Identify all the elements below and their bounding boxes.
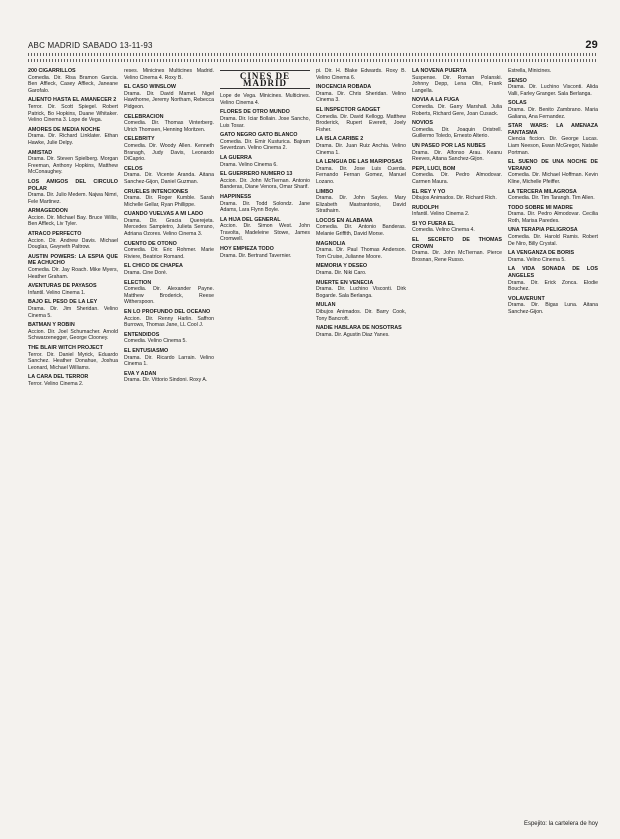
- film-details: Suspense. Dir. Roman Polanski. Johnny Depp, Lena Olin, Frank Langella.: [412, 74, 502, 94]
- listing-entry: [508, 296, 598, 316]
- listing-entry: [316, 325, 406, 338]
- listing-entry: [28, 179, 118, 205]
- film-details: Drama. Dir. Bertrand Tavernier.: [220, 252, 292, 259]
- film-title: AMISTAD: [28, 149, 53, 156]
- listing-entry: [124, 84, 214, 110]
- film-details: Drama. Dir. Todd Solondz. Jane Adams, Lara Flynn Boyle.: [220, 200, 310, 214]
- film-title: EL ENTUSIASMO: [124, 347, 169, 354]
- film-title: EN LO PROFUNDO DEL OCEANO: [124, 309, 211, 315]
- film-title: CUANDO VUELVAS A MI LADO: [124, 211, 204, 218]
- film-details: Comedia. Dir. Harold Ramis. Robert De Niro, Billy Crystal.: [508, 234, 598, 247]
- film-details: Comedia. Dir. Antonio Banderas. Melanie Griffith, David Morse.: [316, 224, 406, 238]
- film-title: HAPPINESS: [220, 193, 252, 200]
- film-title: LA LENGUA DE LAS MARIPOSAS: [316, 159, 403, 166]
- listing-entry: [124, 332, 214, 345]
- film-title: LOS AMIGOS DEL CIRCULO POLAR: [28, 178, 118, 192]
- listing-entry: [316, 107, 406, 133]
- film-title: EL CHICO DE CHAPEA: [124, 263, 183, 270]
- film-title: INOCENCIA ROBADA: [316, 84, 372, 91]
- listing-entry: [124, 136, 214, 162]
- listing-entry: [28, 374, 118, 387]
- column-4: [316, 68, 406, 815]
- film-title: AVENTURAS DE PAYASOS: [28, 283, 97, 290]
- film-details: Drama. Dir. Julio Medem. Najwa Nimri, Fele Martinez.: [28, 192, 118, 205]
- film-title: NADIE HABLARA DE NOSOTRAS: [316, 325, 402, 332]
- listing-entry: [412, 143, 502, 163]
- film-title: EL GUERRERO NUMERO 13: [220, 171, 293, 178]
- film-details: Drama. Dir. Steven Spielberg. Morgan Freeman, Anthony Hopkins, Matthew McConaughey.: [28, 156, 118, 176]
- film-title: LA NOVENA PUERTA: [412, 68, 467, 74]
- publication-date: ABC MADRID SABADO 13-11-93: [28, 40, 153, 50]
- film-title: UNA TERAPIA PELIGROSA: [508, 227, 578, 234]
- film-details: Comedia. Dir. Thomas Vinterberg. Ulrich Thomsen, Henning Moritzen.: [124, 120, 214, 133]
- film-details: Comedia. Dir. Eric Rohmer. Marie Riviere, Beatrice Romand.: [124, 247, 214, 260]
- film-details: Dibujos Animados. Dir. Barry Cook, Tony Bancroft.: [316, 309, 406, 322]
- film-title: CRUELES INTENCIONES: [124, 188, 189, 195]
- listing-entry: [316, 159, 406, 185]
- listing-entry: [124, 114, 214, 134]
- film-title: GATO NEGRO GATO BLANCO: [220, 132, 298, 139]
- film-details: Drama. Dir. Alfonso Arau. Keanu Reeves, Aitana Sanchez-Gijon.: [412, 149, 502, 163]
- film-title: CELOS: [124, 165, 143, 172]
- film-title: MAGNOLIA: [316, 240, 346, 247]
- film-details: Terror. Dir. Daniel Myrick, Eduardo Sanchez. Heather Donahue, Joshua Leonard, Michael Williams.: [28, 351, 118, 371]
- film-details: Comedia. Velino Cinema 4.: [412, 227, 475, 234]
- film-title: EVA Y ADAN: [124, 370, 157, 377]
- listing-entry: [220, 155, 310, 168]
- film-title: ARMAGEDDON: [28, 208, 68, 215]
- film-details: Drama. Dir. Agustin Diaz Yanes.: [316, 331, 390, 338]
- film-title: AMORES DE MEDIA NOCHE: [28, 126, 101, 133]
- film-details: Drama. Dir. Juan Ruiz Anchia. Velino Cinema 1.: [316, 142, 406, 156]
- film-title: LA CARA DEL TERROR: [28, 374, 89, 381]
- film-details: Drama. Dir. Luchino Visconti. Dirk Bogarde. Sala Berlanga.: [316, 286, 406, 299]
- film-details: Drama. Velino Cinema 6.: [220, 161, 278, 168]
- listing-entry: [316, 189, 406, 215]
- film-details: Comedia. Dir. Woody Allen. Kenneth Branagh, Judy Davis, Leonardo DiCaprio.: [124, 142, 214, 163]
- page-header: [28, 38, 598, 52]
- listing-entry: [124, 68, 214, 81]
- column-2: [124, 68, 214, 815]
- film-title: UN PASEO POR LAS NUBES: [412, 142, 486, 149]
- film-title: VOLAVERUNT: [508, 295, 545, 302]
- listing-entry: [220, 171, 310, 191]
- listing-entry: [28, 97, 118, 123]
- film-details: Drama. Dir. John McTiernan. Pierce Brosnan, Rene Russo.: [412, 250, 502, 263]
- listing-entry: [124, 280, 214, 306]
- column-1: [28, 68, 118, 815]
- film-details: Drama. Dir. Iciar Bollain. Jose Sancho, Luis Tosar.: [220, 115, 310, 129]
- listing-entry: [316, 218, 406, 238]
- listing-entry: [508, 227, 598, 247]
- film-details: Comedia. Dir. Pedro Almodovar. Carmen Maura.: [412, 172, 502, 185]
- film-details: Comedia. Dir. Emir Kusturica. Bajram Severdzan. Velino Cinema 2.: [220, 138, 310, 152]
- film-details: Infantil. Velino Cinema 2.: [412, 211, 470, 218]
- film-details: Comedia. Velino Cinema 5.: [124, 338, 187, 345]
- film-details: Accion. Dir. Michael Bay. Bruce Willis, Ben Affleck, Liv Tyler.: [28, 214, 118, 228]
- film-details: Estrella, Minicines.: [508, 68, 552, 74]
- page-footer: [28, 821, 598, 829]
- listing-entry: [316, 263, 406, 276]
- film-details: Ciencia ficcion. Dir. George Lucas. Liam Neeson, Ewan McGregor, Natalie Portman.: [508, 136, 598, 156]
- film-details: Terror. Dir. Scott Spiegel. Robert Patrick, Bo Hopkins, Duane Whitaker. Velino Cinema 3. Lope de Vega.: [28, 103, 118, 124]
- film-title: ELECTION: [124, 279, 152, 286]
- listing-entry: [508, 250, 598, 263]
- film-title: THE BLAIR WITCH PROJECT: [28, 344, 103, 351]
- listing-entry: [316, 68, 406, 81]
- film-title: RUDOLPH: [412, 204, 439, 211]
- listing-entry: [220, 217, 310, 243]
- film-details: Comedia. Dir. Alexander Payne. Matthew Broderick, Reese Witherspoon.: [124, 286, 214, 306]
- film-title: LA TERCERA MILAGROSA: [508, 188, 577, 195]
- film-details: pi. Dir. H. Blake Edwards. Roxy B. Velino Cinema 6.: [316, 68, 406, 81]
- listing-entry: [124, 211, 214, 237]
- listing-entry: [124, 263, 214, 276]
- film-title: LA HIJA DEL GENERAL: [220, 216, 281, 223]
- film-details: Drama. Dir. Benito Zambrano. Maria Galiana, Ana Fernandez.: [508, 106, 598, 120]
- film-title: BAJO EL PESO DE LA LEY: [28, 299, 98, 306]
- film-details: Dibujos Animados. Dir. Richard Rich.: [412, 195, 497, 202]
- film-details: Drama. Cine Doré.: [124, 270, 168, 277]
- film-details: Comedia. Dir. Risa Bramon Garcia. Ben Affleck, Casey Affleck, Janeane Garofalo.: [28, 74, 118, 94]
- listing-entry: [316, 302, 406, 322]
- listing-entry: [316, 280, 406, 300]
- film-title: BATMAN Y ROBIN: [28, 322, 75, 329]
- column-5: [412, 68, 502, 815]
- listing-entry: [508, 266, 598, 292]
- listing-entry: [124, 241, 214, 261]
- film-title: LA GUERRA: [220, 154, 252, 161]
- film-title: LIMBO: [316, 188, 334, 195]
- film-title: SENSO: [508, 77, 527, 84]
- section-title: CINES DE MADRID: [220, 70, 310, 89]
- film-title: STAR WARS: LA AMENAZA FANTASMA: [508, 123, 598, 136]
- listing-entry: [412, 237, 502, 263]
- film-details: Drama. Dir. John Sayles. Mary Elizabeth Mastrantonio, David Strathairn.: [316, 195, 406, 215]
- listing-entry: [124, 371, 214, 384]
- listing-entry: [316, 136, 406, 156]
- listing-entry: [28, 150, 118, 176]
- film-title: NOVIA A LA FUGA: [412, 97, 460, 104]
- film-title: MEMORIA Y DESEO: [316, 263, 368, 270]
- film-title: ATRACO PERFECTO: [28, 231, 82, 238]
- film-details: Drama. Dir. Vicente Aranda. Aitana Sanchez-Gijon, Daniel Guzman.: [124, 172, 214, 185]
- listing-entry: [316, 84, 406, 104]
- listing-entry: [28, 254, 118, 280]
- listing-entry: [28, 231, 118, 251]
- film-title: AUSTIN POWERS: LA ESPIA QUE ME ACHUCHO: [28, 253, 118, 267]
- film-details: Drama. Dir. Niki Caro.: [316, 270, 367, 277]
- film-title: LA VIDA SONADA DE LOS ANGELES: [508, 266, 598, 280]
- film-title: CUENTO DE OTONO: [124, 240, 177, 247]
- listing-entry: [220, 109, 310, 129]
- listing-entry: [412, 166, 502, 186]
- film-details: Drama. Dir. Luchino Visconti. Alida Valli, Farley Granger. Sala Berlanga.: [508, 84, 598, 97]
- film-details: Comedia. Dir. Joaquin Oristrell. Guillermo Toledo, Ernesto Alterio.: [412, 126, 502, 140]
- film-details: Drama. Dir. Jose Luis Cuerda. Fernando Fernan Gomez, Manuel Lozano.: [316, 165, 406, 185]
- page-number: 29: [585, 39, 598, 51]
- listing-entry: [124, 309, 214, 329]
- film-title: LOCOS EN ALABAMA: [316, 217, 373, 224]
- column-3: [220, 68, 310, 815]
- film-title: 200 CIGARRILLOS: [28, 68, 76, 74]
- film-title: MUERTE EN VENECIA: [316, 279, 374, 286]
- header-rule: [28, 53, 598, 62]
- film-details: Infantil. Velino Cinema 1.: [28, 289, 86, 296]
- film-details: Accion. Dir. Simon West. John Travolta, Madeleine Stowe, James Cromwell.: [220, 223, 310, 243]
- film-title: EL INSPECTOR GADGET: [316, 106, 381, 113]
- film-title: EL SUENO DE UNA NOCHE DE VERANO: [508, 159, 598, 172]
- film-details: Drama. Dir. Ricardo Larrain. Velino Cinema 1.: [124, 354, 214, 368]
- film-title: ALIENTO HASTA EL AMANECER 2: [28, 97, 117, 104]
- film-title: CELEBRACION: [124, 113, 164, 120]
- listing-entry: [124, 166, 214, 186]
- listing-entry: [220, 194, 310, 214]
- listing-entry: [412, 97, 502, 117]
- film-title: TODO SOBRE MI MADRE: [508, 204, 573, 211]
- listing-entry: [412, 120, 502, 140]
- listing-entry: [508, 68, 598, 75]
- film-title: SOLAS: [508, 100, 527, 107]
- film-details: Drama. Dir. Pedro Almodovar. Cecilia Roth, Marisa Paredes.: [508, 211, 598, 224]
- listing-entry: [124, 189, 214, 209]
- listing-entry: [124, 348, 214, 368]
- film-title: LA ISLA CARIBE 2: [316, 136, 364, 143]
- film-details: Comedia. Dir. Michael Hoffman. Kevin Kline, Michelle Pfeiffer.: [508, 172, 598, 185]
- film-title: NOVIOS: [412, 120, 433, 127]
- listings-columns: [28, 68, 598, 815]
- listing-entry: [28, 322, 118, 342]
- listing-entry: [412, 68, 502, 94]
- film-details: Drama. Dir. Erick Zonca. Elodie Bouchez.: [508, 279, 598, 293]
- film-title: PEPI, LUCI, BOM: [412, 165, 456, 172]
- listing-entry: [508, 189, 598, 202]
- film-title: SI YO FUERA EL: [412, 220, 455, 227]
- footer-right: Espejito: la cartelera de hoy: [523, 821, 598, 827]
- listing-entry: [28, 345, 118, 371]
- film-details: Drama. Dir. Richard Linklater. Ethan Hawke, Julie Delpy.: [28, 133, 118, 146]
- film-details: Accion. Dir. Renny Harlin. Saffron Burrows, Thomas Jane, LL Cool J.: [124, 315, 214, 329]
- film-details: Drama. Dir. Roger Kumble. Sarah Michelle Gellar, Ryan Phillippe.: [124, 195, 214, 208]
- film-title: ENTENDIDOS: [124, 331, 160, 338]
- film-details: reses. Minicines Multicines Madrid. Velino Cinema 4. Roxy B.: [124, 68, 214, 81]
- film-details: Comedia. Dir. Garry Marshall. Julia Roberts, Richard Gere, Joan Cusack.: [412, 103, 502, 117]
- listing-entry: [28, 299, 118, 319]
- film-details: Comedia. Dir. Tim Tarangh. Tim Allen.: [508, 195, 595, 202]
- film-details: Comedia. Dir. David Kellogg. Matthew Broderick, Rupert Everett, Joely Fisher.: [316, 113, 406, 133]
- listing-entry: [28, 127, 118, 147]
- film-title: CELEBRITY: [124, 136, 155, 143]
- film-details: Comedia. Dir. Jay Roach. Mike Myers, Heather Graham.: [28, 267, 118, 280]
- film-details: Drama. Dir. Paul Thomas Anderson. Tom Cruise, Julianne Moore.: [316, 247, 406, 260]
- listing-entry: [220, 132, 310, 152]
- film-details: Drama. Dir. David Mamet. Nigel Hawthorne, Jeremy Northam, Rebecca Pidgeon.: [124, 90, 214, 110]
- film-title: FLORES DE OTRO MUNDO: [220, 109, 290, 116]
- listing-entry: [220, 93, 310, 106]
- film-details: Drama. Dir. Vittorio Sindoni. Roxy A.: [124, 377, 208, 384]
- column-6: [508, 68, 598, 815]
- film-title: EL REY Y YO: [412, 188, 446, 195]
- film-details: Drama. Velino Cinema 5.: [508, 256, 566, 263]
- film-title: EL SECRETO DE THOMAS CROWN: [412, 237, 502, 250]
- film-title: MULAN: [316, 302, 336, 309]
- listing-entry: [412, 189, 502, 202]
- listing-entry: [220, 246, 310, 259]
- listing-entry: [316, 241, 406, 261]
- listing-entry: [412, 221, 502, 234]
- listing-entry: [28, 283, 118, 296]
- film-title: HOY EMPIEZA TODO: [220, 246, 274, 253]
- listing-entry: [28, 208, 118, 228]
- film-details: Accion. Dir. John McTiernan. Antonio Banderas, Diane Venora, Omar Sharif.: [220, 177, 310, 191]
- listing-entry: [28, 68, 118, 94]
- film-title: EL CASO WINSLOW: [124, 84, 177, 91]
- film-details: Lope de Vega. Minicines. Multicines. Velino Cinema 4.: [220, 93, 310, 106]
- film-details: Drama. Dir. Gracia Querejeta. Mercedes Sampietro, Julieta Serrano, Adriana Ozores. Velino Cinema 3.: [124, 217, 214, 238]
- film-details: Drama. Dir. Chris Sheridan. Velino Cinema 3.: [316, 90, 406, 104]
- film-details: Accion. Dir. Joel Schumacher. Arnold Schwarzenegger, George Clooney.: [28, 328, 118, 342]
- listing-entry: [412, 205, 502, 218]
- listing-entry: [508, 205, 598, 225]
- listing-entry: [508, 159, 598, 185]
- film-details: Terror. Velino Cinema 2.: [28, 380, 84, 387]
- listing-entry: [508, 100, 598, 120]
- film-details: Accion. Dir. Andrew Davis. Michael Douglas, Gwyneth Paltrow.: [28, 237, 118, 251]
- film-title: LA VENGANZA DE BORIS: [508, 250, 575, 257]
- listing-entry: [508, 123, 598, 156]
- listing-entry: [508, 78, 598, 98]
- film-details: Drama. Dir. Bigas Luna. Aitana Sanchez-Gijon.: [508, 302, 598, 315]
- film-details: Drama. Dir. Jim Sheridan. Velino Cinema 5.: [28, 306, 118, 319]
